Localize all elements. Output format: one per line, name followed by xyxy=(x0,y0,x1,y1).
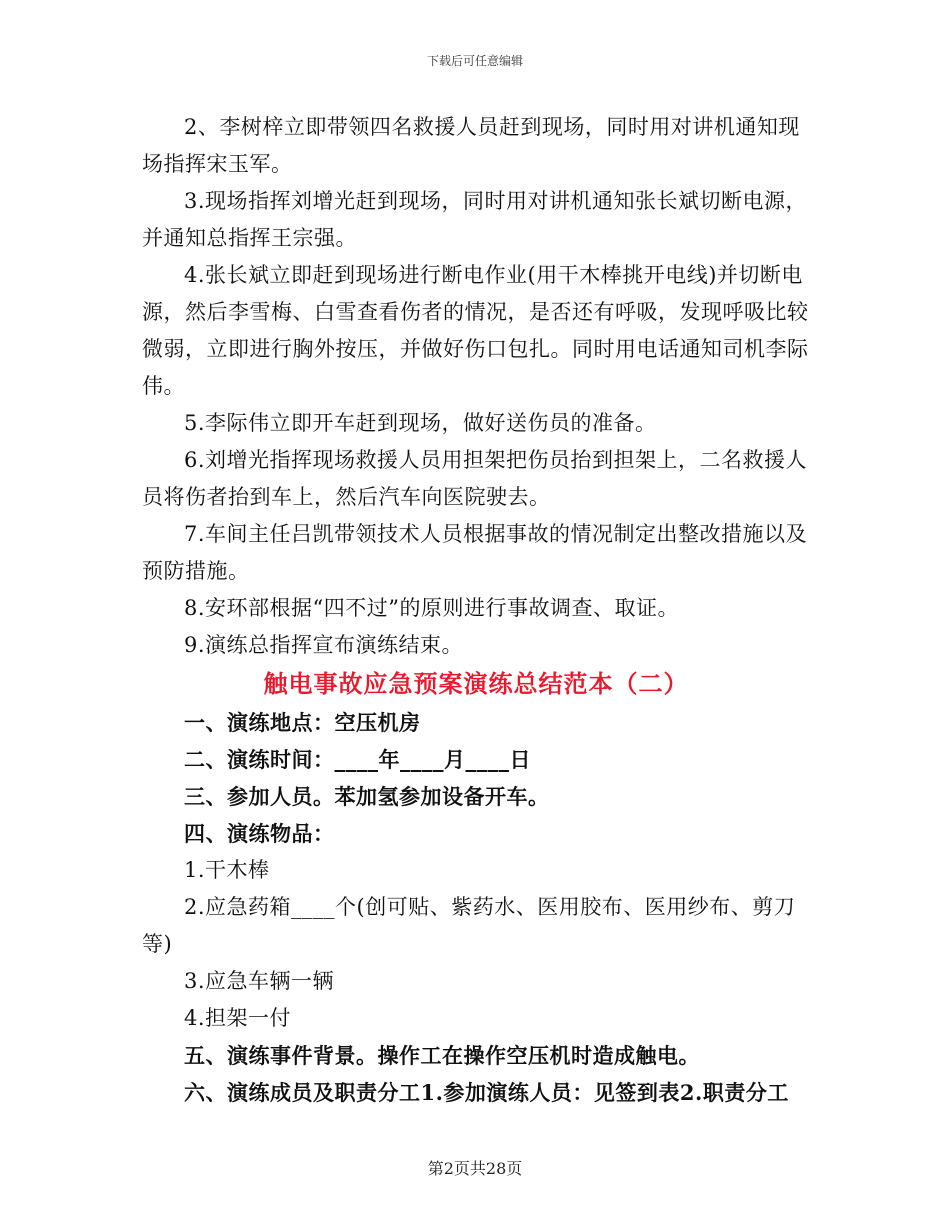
section-title: 触电事故应急预案演练总结范本（二） xyxy=(263,669,689,698)
drill-time: 二、演练时间：____年____月____日 xyxy=(184,747,531,772)
document-body xyxy=(142,109,810,1111)
paragraph-step-5: 5.李际伟立即开车赶到现场，做好送伤员的准备。 xyxy=(184,411,657,435)
paragraph-step-8: 8.安环部根据“四不过”的原则进行事故调查、取证。 xyxy=(184,596,680,620)
drill-background: 五、演练事件背景。操作工在操作空压机时造成触电。 xyxy=(184,1043,700,1068)
drill-materials-heading: 四、演练物品： xyxy=(184,821,335,846)
page-footer: 第2页共28页 xyxy=(427,1159,523,1178)
paragraph-step-7: 7.车间主任吕凯带领技术人员根据事故的情况制定出整改措施以及预防措施。 xyxy=(142,522,808,583)
material-item-4: 4.担架一付 xyxy=(184,1006,292,1030)
material-item-1: 1.干木棒 xyxy=(184,858,270,882)
paragraph-step-3: 3.现场指挥刘增光赶到现场，同时用对讲机通知张长斌切断电源，并通知总指挥王宗强。 xyxy=(142,189,808,250)
paragraph-step-6: 6.刘增光指挥现场救援人员用担架把伤员抬到担架上，二名救援人员将伤者抬到车上，然后汽车向医院驶去。 xyxy=(142,448,808,509)
paragraph-step-4: 4.张长斌立即赶到现场进行断电作业(用干木棒挑开电线)并切断电源，然后李雪梅、白雪查看伤者的情况，是否还有呼吸，发现呼吸比较微弱，立即进行胸外按压，并做好伤口包扎。同时用电话通知司机李际伟。 xyxy=(142,263,809,398)
page-header: 下载后可任意编辑 xyxy=(426,54,523,68)
paragraph-step-9: 9.演练总指挥宣布演练结束。 xyxy=(184,633,464,657)
drill-location: 一、演练地点：空压机房 xyxy=(184,710,421,735)
material-item-2: 2.应急药箱____个(创可贴、紫药水、医用胶布、医用纱布、剪刀等) xyxy=(142,895,796,956)
paragraph-step-2: 2、李树梓立即带领四名救援人员赶到现场，同时用对讲机通知现场指挥宋玉军。 xyxy=(142,115,800,176)
drill-roles: 六、演练成员及职责分工1.参加演练人员：见签到表2.职责分工 xyxy=(184,1080,789,1105)
drill-participants: 三、参加人员。苯加氢参加设备开车。 xyxy=(184,784,550,809)
material-item-3: 3.应急车辆一辆 xyxy=(184,969,335,993)
